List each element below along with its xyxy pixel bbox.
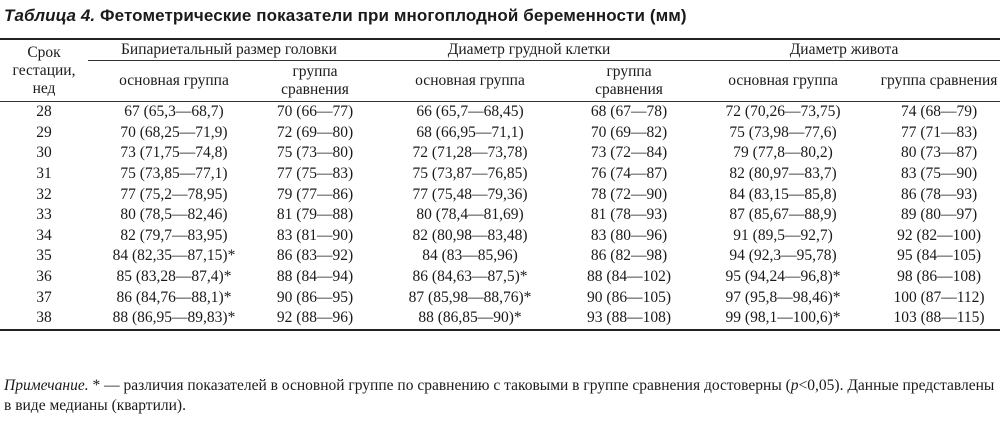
value-cell: 84 (83,15—85,8) — [729, 185, 837, 203]
week-cell: 29 — [36, 123, 52, 141]
value-cell: 95 (84—105) — [897, 247, 982, 265]
value-cell: 87 (85,67—88,9) — [729, 206, 837, 224]
note-p: p — [790, 377, 799, 394]
value-cell: 70 (69—82) — [590, 123, 668, 141]
value-cell: 95 (94,24—96,8)* — [725, 268, 841, 286]
value-cell: 74 (68—79) — [900, 103, 978, 121]
value-cell: 88 (86,95—89,83)* — [88, 308, 260, 330]
table-row — [0, 246, 1000, 267]
week-cell: 37 — [36, 288, 52, 306]
value-cell: 86 (84,63—87,5)* — [412, 268, 528, 286]
value-cell: 84 (83—85,96) — [422, 247, 518, 265]
value-cell: 98 (86—108) — [897, 268, 982, 286]
value-cell: 88 (86,85—90)* — [370, 308, 570, 330]
week-cell: 36 — [36, 268, 52, 286]
week-cell: 28 — [36, 103, 52, 121]
value-cell: 86 (82—98) — [590, 247, 668, 265]
note-label: Примечание. — [4, 377, 89, 394]
value-cell: 79 (77,8—80,2) — [733, 144, 833, 162]
value-cell: 77 (71—83) — [900, 123, 978, 141]
header-sub-compare: группа сравнения — [878, 61, 1000, 102]
value-cell: 93 (88—108) — [570, 308, 688, 330]
value-cell: 68 (67—78) — [590, 103, 668, 121]
caption-label: Таблица 4. — [4, 6, 96, 25]
value-cell: 77 (75,2—78,95) — [120, 185, 228, 203]
week-cell: 32 — [36, 185, 52, 203]
week-cell: 33 — [36, 206, 52, 224]
header-srok: Срок гестации, нед — [0, 39, 88, 102]
value-cell: 72 (71,28—73,78) — [412, 144, 528, 162]
value-cell: 90 (86—95) — [276, 288, 354, 306]
value-cell: 99 (98,1—100,6)* — [688, 308, 878, 330]
value-cell: 73 (72—84) — [590, 144, 668, 162]
value-cell: 75 (73,98—77,6) — [729, 123, 837, 141]
week-cell: 30 — [36, 144, 52, 162]
value-cell: 92 (82—100) — [897, 226, 982, 244]
fetometry-table — [0, 38, 1000, 331]
table-row — [0, 226, 1000, 247]
value-cell: 83 (81—90) — [276, 226, 354, 244]
week-cell: 31 — [36, 165, 52, 183]
value-cell: 89 (80—97) — [900, 206, 978, 224]
header-sub-main: основная группа — [370, 61, 570, 102]
value-cell: 67 (65,3—68,7) — [124, 103, 224, 121]
table-row — [0, 164, 1000, 185]
value-cell: 75 (73,87—76,85) — [412, 165, 528, 183]
value-cell: 86 (84,76—88,1)* — [116, 288, 232, 306]
value-cell: 86 (83—92) — [276, 247, 354, 265]
table-body — [0, 102, 1000, 330]
table-row — [0, 205, 1000, 226]
week-cell: 34 — [36, 226, 52, 244]
value-cell: 91 (89,5—92,7) — [733, 226, 833, 244]
value-cell: 80 (73—87) — [900, 144, 978, 162]
value-cell: 90 (86—105) — [587, 288, 671, 306]
value-cell: 97 (95,8—98,46)* — [725, 288, 841, 306]
table-row — [0, 184, 1000, 205]
header-group-abdomen: Диаметр живота — [688, 39, 1000, 61]
week-cell: 35 — [36, 247, 52, 265]
value-cell: 77 (75—83) — [276, 165, 354, 183]
value-cell: 81 (78—93) — [590, 206, 668, 224]
value-cell: 80 (78,4—81,69) — [416, 206, 524, 224]
value-cell: 76 (74—87) — [590, 165, 668, 183]
value-cell: 73 (71,75—74,8) — [120, 144, 228, 162]
value-cell: 72 (70,26—73,75) — [725, 103, 841, 121]
value-cell: 81 (79—88) — [276, 206, 354, 224]
value-cell: 68 (66,95—71,1) — [416, 123, 524, 141]
value-cell: 77 (75,48—79,36) — [412, 185, 528, 203]
table-row — [0, 102, 1000, 123]
value-cell: 80 (78,5—82,46) — [120, 206, 228, 224]
value-cell: 79 (77—86) — [276, 185, 354, 203]
value-cell: 83 (80—96) — [590, 226, 668, 244]
table-row — [0, 267, 1000, 288]
header-sub-main: основная группа — [88, 61, 260, 102]
value-cell: 88 (84—94) — [276, 268, 354, 286]
value-cell: 83 (75—90) — [900, 165, 978, 183]
value-cell: 92 (88—96) — [260, 308, 370, 330]
header-group-bpr: Бипариетальный размер головки — [88, 39, 370, 61]
week-cell: 38 — [0, 308, 88, 330]
value-cell: 103 (88—115) — [878, 308, 1000, 330]
table-row — [0, 143, 1000, 164]
table-row — [0, 308, 1000, 330]
value-cell: 85 (83,28—87,4)* — [116, 268, 232, 286]
value-cell: 75 (73—80) — [276, 144, 354, 162]
value-cell: 86 (78—93) — [900, 185, 978, 203]
value-cell: 75 (73,85—77,1) — [120, 165, 228, 183]
table-caption — [4, 6, 687, 26]
value-cell: 66 (65,7—68,45) — [416, 103, 524, 121]
header-sub-compare: группа сравнения — [570, 61, 688, 102]
value-cell: 70 (68,25—71,9) — [120, 123, 228, 141]
header-sub-compare: группа сравнения — [260, 61, 370, 102]
value-cell: 84 (82,35—87,15)* — [112, 247, 236, 265]
value-cell: 78 (72—90) — [590, 185, 668, 203]
note-text-2: <0,05). Данные представлены в виде медианы (квартили). — [4, 377, 995, 414]
table-row — [0, 287, 1000, 308]
value-cell: 82 (80,97—83,7) — [729, 165, 837, 183]
value-cell: 82 (80,98—83,48) — [412, 226, 528, 244]
value-cell: 72 (69—80) — [276, 123, 354, 141]
value-cell: 87 (85,98—88,76)* — [408, 288, 532, 306]
header-sub-main: основная группа — [688, 61, 878, 102]
table-row — [0, 123, 1000, 144]
value-cell: 88 (84—102) — [587, 268, 671, 286]
caption-title: Фетометрические показатели при многоплодной беременности (мм) — [95, 6, 687, 25]
value-cell: 82 (79,7—83,95) — [120, 226, 228, 244]
header-group-chest: Диаметр грудной клетки — [370, 39, 688, 61]
table-note — [4, 376, 998, 416]
value-cell: 100 (87—112) — [893, 288, 985, 306]
value-cell: 94 (92,3—95,78) — [729, 247, 837, 265]
note-text-1: * — различия показателей в основной группе по сравнению с таковыми в группе сравнения достоверны ( — [88, 377, 791, 394]
value-cell: 70 (66—77) — [276, 103, 354, 121]
